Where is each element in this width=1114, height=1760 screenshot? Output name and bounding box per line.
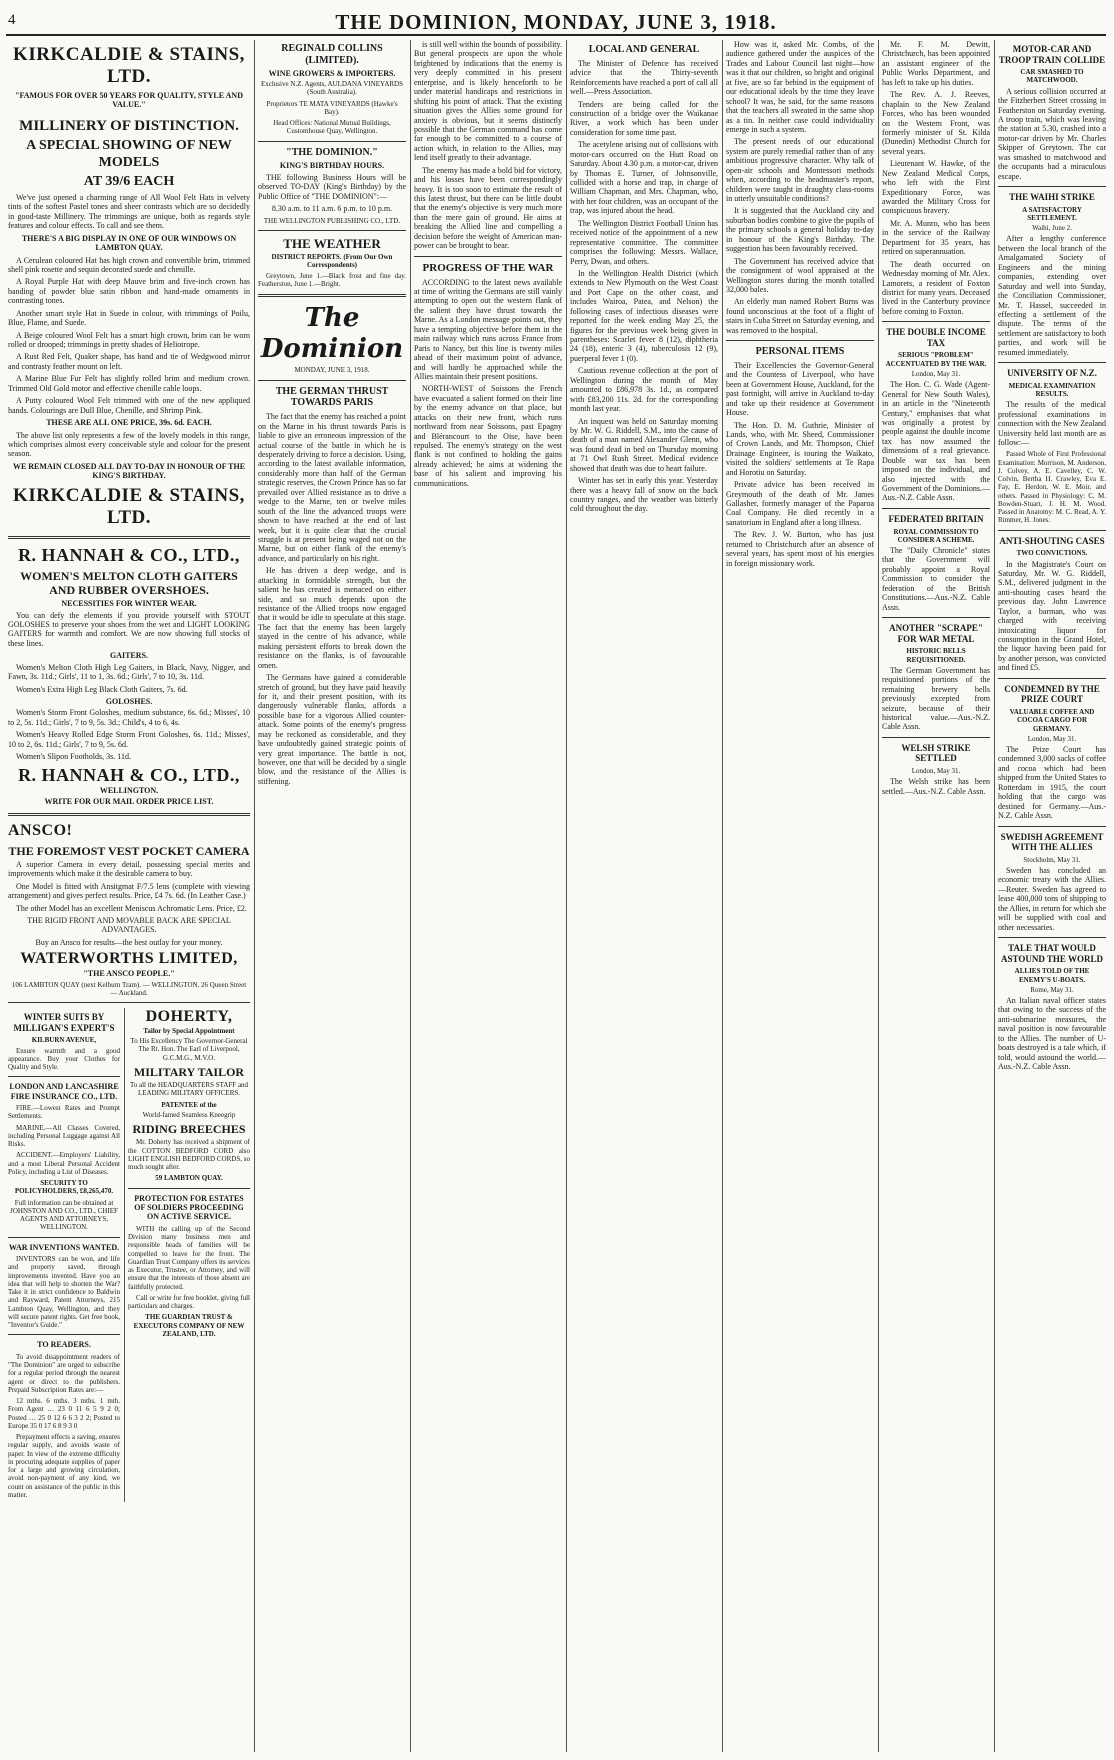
column-4 (570, 40, 718, 1752)
col5-text: How was it, asked Mr. Combs, of the audience gathered under the auspices of the Trades and Labour Council last night—how was it that our children, so bright and original at five, are so far behind in the equipment of our educational ideals by the time they leave school? It was, he said, for the same reasons that the teachers all sweated in the same shop as a tin. In neither case could individuality emerge in such a system. (726, 40, 874, 134)
col6-text: Mr. F. M. Dewitt, Christchurch, has been appointed an assistant engineer of the Public Works Department, and has left to take up his duties. (882, 40, 990, 87)
waihi-sub: A SATISFACTORY SETTLEMENT. (1022, 205, 1082, 222)
millinery-item: A Marine Blue Fur Felt has slightly rolled brim and medium crown. Trimmed Old Gold motor and effective chenille cable loops. (8, 374, 250, 393)
income-date: London, May 31. (911, 369, 961, 378)
federated-heading: FEDERATED BRITAIN (888, 513, 984, 524)
dominion-date: MONDAY, JUNE 3, 1918. (294, 366, 370, 375)
millinery-item: A Beige coloured Wool Felt has a smart high crown, brim can be worn rolled or drooped; trimmings in pretty shades of Heliotrope. (8, 330, 250, 350)
col6-text: The death occurred on Wednesday morning of Mr. Alex. Lamorets, a resident of Foxton district for many years. Deceased lived in the Canterbury province before coming to Foxton. (882, 259, 990, 316)
personal-heading: PERSONAL ITEMS (755, 346, 845, 358)
readers-text-2: Prepayment effects a saving, ensures regular supply, and avoids waste of paper. In view of the extreme difficulty in procuring adequate supplies of paper for a large and growing circulation, avoid non-payment of any kind, we count on assistance of the public in this matter. (8, 1433, 120, 1499)
progress-text: ACCORDING to the latest news available at time of writing the Germans are still vainly attempting to open out the western flank of the salient they have thrust towards the Marne. As a London message points out, they have a tempting objective before them in the main railway which runs across France from Paris to Nancy, but this line is twenty miles ahead of their maximum point of advance, and will hardly be approached while the Allies maintain their present positions. (414, 277, 562, 381)
collins-heading: REGINALD COLLINS (LIMITED). (281, 43, 383, 66)
collins-office: Head Offices: National Mutual Buildings, Customhouse Quay, Wellington. (273, 119, 391, 136)
column-2 (258, 40, 406, 1752)
local-text: Cautious revenue collection at the port of Wellington during the month of May amounted to £86,978 3s. 1d., as compared with £83,200 11s. 2d. for the corresponding month last year. (570, 366, 718, 414)
waihi-date: Waihi, June 2. (1032, 224, 1072, 233)
millinery-item: A Putty coloured Wool Felt trimmed with one of the new appliqued hands. Colourings are Dull Blue, Chenille, and Shrimp Pink. (8, 396, 250, 415)
column-6 (882, 40, 990, 1752)
col6-text: The Rev. A. J. Reeves, chaplain to the New Zealand Forces, who has been wounded on the Western Front, was formerly minister of St. Kilda (Dunedin) Methodist Church for several years. (882, 90, 990, 156)
thrust-text: The enemy has made a bold bid for victory, and his losses have been correspondingly heavy. It is too soon to estimate the result of this latest thrust, but there can be little doubt that the enemy's objective is very much more than the mere gain of ground. He aims at breaking the Allied line and compelling a decision before the weight of American man-power can be brought to bear. (414, 165, 562, 251)
ansco-text: One Model is fitted with Ansitgmat F/7.5 lens (complete with viewing arrangement) and gives perfect results. Price, £4 7s. 6d. (In Leather Case.) (8, 881, 250, 901)
gaiters-item: Women's Extra High Leg Black Cloth Gaiters, 7s. 6d. (16, 684, 188, 694)
personal-text: The Hon. D. M. Guthrie, Minister of Lands, who, with Mr. Sheed, Commissioner of Crown Lands, and Mr. Thompson, Chief Drainage Engineer, is touring the Waikato, visited the soldiers' settlements at Te Rapa and Horotiu on Saturday. (726, 420, 874, 477)
swedish-text: Sweden has concluded an economic treaty with the Allies.—Reuter. Sweden has agreed to lease 400,000 tons of shipping to the Allies, in return for which she will be supplied with coal and other necessaries. (998, 865, 1106, 932)
waihi-heading: THE WAIHI STRIKE (1009, 192, 1095, 203)
tale-sub: ALLIES TOLD OF THE ENEMY'S U-BOATS. (1014, 967, 1090, 984)
right-small-ads: DOHERTY, Tailor by Special Appointment To His Excellency The Governor-General The Rt. Hon. The Earl of Liverpool, G.C.M.G., M.V.O. MILITARY TAILOR To all the HEADQUARTERS STAFF and LEADING MILITARY OFFICERS. PATENTEE of the World-famed Seamless Kneegrip RIDING BREECHES Mr. Doherty has received a shipment of the COTTON BEDFORD CORD also LIGHT ENGLISH BEDFORD CORDS, so much sought after. 59 LAMBTON QUAY. PROTECTION FOR ESTATES OF SOLDIERS PROCEEDING ON ACTIVE SERVICE. WITH the calling up of the Second Division many business men and responsible heads of families will be compelled to leave for the front. The Guardian Trust Company offers its services as Executor, Trustee, or Attorney, and will ensure that the interests of those absent are faithfully protected. Call or write for free booklet, giving full particulars and charges. THE GUARDIAN TRUST & EXECUTORS COMPANY OF NEW ZEALAND, LTD. (124, 1008, 250, 1502)
income-text: The Hon. C. G. Wade (Agent-General for New South Wales), in an article in the "Nineteenth Century," emphasises that what was originally a protest by people against the double income tax has now assumed the dimensions of a real grievance. Double war tax has been imposed on the individual, and also injected with the Government of the Dominions.—Aus.-N.Z. Cable Assn. (882, 380, 990, 503)
millinery-item: A Rust Red Felt, Quaker shape, has band and tie of Wedgwood mirror and contrasty feather mount on left. (8, 352, 250, 371)
swedish-date: Stockholm, May 31. (1023, 855, 1081, 864)
millinery-price-heading: AT 39/6 EACH (83, 174, 175, 190)
col5-text: The Government has received advice that the consignment of wool appraised at the Wellington stores during the month totalled 32,000 bales. (726, 256, 874, 294)
income-heading: THE DOUBLE INCOME TAX (886, 327, 986, 348)
motor-heading: MOTOR-CAR AND TROOP TRAIN COLLIDE (998, 44, 1106, 65)
weather-sub: DISTRICT REPORTS. (From Our Own Correspondents) (271, 253, 393, 270)
milligan-address: KILBURN AVENUE, (31, 1036, 97, 1045)
masthead (6, 10, 1106, 36)
prize-heading: CONDEMNED BY THE PRIZE COURT (1004, 683, 1100, 705)
column-1 (8, 40, 250, 1752)
waterworths-address: 106 LAMBTON QUAY (next Kelburn Tram). — WELLINGTON. 26 Queen Street — Auckland. (11, 980, 247, 997)
prize-text: The Prize Court has condemned 3,000 sacks of coffee and cocoa which had been shipped from the United States to Rotterdam in 1915, the court holding that the cargo was destined for Germany.—Aus.-N.Z. Cable Assn. (998, 745, 1106, 821)
local-text: The Minister of Defence has received advice that the Thirty-seventh Reinforcements have reached a port of call all well.—Press Association. (570, 58, 718, 97)
gaiters-item: Women's Melton Cloth High Leg Gaiters, in Black, Navy, Nigger, and Fawn, 3s. 11d.; Girls', 11 to 1, 3s. 6d.; Girls', 7 to 10, 3s. 11d. (8, 662, 250, 682)
anti-text: In the Magistrate's Court on Saturday, Mr. W. G. Riddell, S.M., delivered judgment in the anti-shouting cases heard the previous day. John Lawrence Taylor, a barman, who was charged with receiving intoxicating liquor for consumption in the Grand Hotel, the liquor having been paid for by another person, was convicted and fined £5. (998, 559, 1106, 673)
waterworths-sub: "THE ANSCO PEOPLE." (83, 969, 175, 979)
kirkcaldie-tagline: "FAMOUS FOR OVER 50 YEARS FOR QUALITY, STYLE AND VALUE." (15, 90, 243, 110)
gaiters-intro: You can defy the elements if you provide yourself with STOUT GOLOSHES to preserve your shoes from the wet and LIGHT LOOKING GAITERS for warmth and comfort. We are now showing full stocks of these lines. (8, 610, 250, 648)
dominion-nameplate: The Dominion (260, 303, 404, 364)
thrust-text: He has driven a deep wedge, and is attacking in formidable strength, but the salient he has created is menaced on either side, and so much depends upon the resistance of the Allied troops now engaged that it would be idle to speculate at this stage. The fact that the enemy has been largely stayed in the centre of his advance, while making persistent efforts to break down the resistance on the flanks, is of favourable omen. (258, 566, 406, 670)
millinery-item: A Cerulean coloured Hat has high crown and convertible brim, trimmed shell pink rosette and sequin decorated suede and chenille. (8, 255, 250, 274)
thrust-text: The Germans have gained a considerable stretch of ground, but they have paid heavily for it, and their present position, with its dangerously vulnerable flanks, affords a possible base for a vigorous Allied counter-attack. Some points of the enemy's progress may be reckoned as considerable, and they have undoubtedly gained strategic points of very great importance. The battle is not, however, one that will be decided by a single blow, and the resistance of the Allies is stiffening. (258, 673, 406, 786)
scrape-text: The German Government has requisitioned portions of the remaining brewery bells previously excepted from seizure, because of their historical value.—Aus.-N.Z. Cable Assn. (882, 665, 990, 732)
col6-text: Lieutenant W. Hawke, of the New Zealand Medical Corps, who left with the First Expeditionary Force, was awarded the Military Cross for conspicuous bravery. (882, 159, 990, 216)
local-text: In the Wellington Health District (which extends to New Plymouth on the West Coast and Port Cape on the other coast, and includes Wairoa, Patea, and Nelson) the following cases of infectious diseases were reported for the week ending May 25, the figures for the previous week being given in parentheses: Scarlet fever 8 (12), diphtheria 24 (18), enteric 3 (4), tuberculosis 12 (9), puerperal fever 1 (0). (570, 268, 718, 363)
tale-date: Rome, May 31. (1030, 985, 1074, 994)
personal-text: Private advice has been received in Greymouth of the death of Mr. James Gallasher, formerly manager of the Paparoa Coal Company. He died recently in a sanatorium in England after a long illness. (726, 480, 874, 527)
millinery-note: The above list only represents a few of the lovely models in this range, which comprises almost every conceivable style and colour for the present season. (8, 430, 250, 459)
insurance-info: Full information can be obtained at JOHNSTON AND CO., LTD., CHIEF AGENTS AND ATTORNEYS, WELLINGTON. (10, 1198, 118, 1232)
page-number: 4 (8, 12, 16, 28)
gaiters-subheading: NECESSITIES FOR WINTER WEAR. (61, 599, 197, 609)
milligan-text: Ensure warmth and a good appearance. Buy your Clothes for Quality and Style. (8, 1046, 120, 1072)
millinery-heading: MILLINERY OF DISTINCTION. (19, 117, 239, 134)
personal-text: Their Excellencies the Governor-General and the Countess of Liverpool, who have been at Government House, Auckland, for the past fortnight, will arrive in Auckland to-day and take up their residence at Government House. (726, 360, 874, 418)
insurance-item: ACCIDENT.—Employers' Liability, and a most Liberal Personal Accident Policy, including a List of Diseases. (8, 1151, 120, 1176)
left-small-ads (8, 1008, 120, 1502)
ansco-title: ANSCO! (8, 821, 73, 839)
hannah-title-footer: R. HANNAH & CO., LTD., (18, 764, 240, 785)
progress-heading: PROGRESS OF THE WAR (422, 261, 554, 274)
kings-text: THE following Business Hours will be observed TO-DAY (King's Birthday) by the Public Office of "THE DOMINION":— (258, 172, 406, 201)
local-heading: LOCAL AND GENERAL (588, 44, 700, 55)
readers-text: To avoid disappointment readers of "The Dominion" are urged to subscribe for a regular period through the nearest agent or direct to the publishers. Prepaid Subscription Rates are:— (8, 1352, 120, 1394)
column-5 (726, 40, 874, 1752)
col5-text: The present needs of our educational system are purely remedial rather than of any ambitious progressive character. Why talk of open-air schools and Montessori methods when, according to the headmaster's report, children were taught in draughty class-rooms in utterly unsuitable conditions? (726, 137, 874, 203)
goloshes-item: Women's Storm Front Goloshes, medium substance, 6s. 6d.; Misses', 10 to 2, 5s. 11d.; Girls', 7 to 9, 5s. 3d.; Child's, 4 to 6, 4s. (8, 708, 250, 727)
millinery-display: THERE'S A BIG DISPLAY IN ONE OF OUR WINDOWS ON LAMBTON QUAY. (21, 233, 237, 253)
collins-proprietors: Proprietors TE MATA VINEYARDS (Hawke's Bay). (266, 99, 398, 116)
hannah-mail-order: WRITE FOR OUR MAIL ORDER PRICE LIST. (44, 797, 214, 807)
prize-sub: VALUABLE COFFEE AND COCOA CARGO FOR GERMANY. (1009, 708, 1095, 733)
kings-heading: "THE DOMINION." (286, 146, 378, 158)
scrape-sub: HISTORIC BELLS REQUISITIONED. (906, 647, 966, 664)
ansco-text: The other Model has an excellent Meniscus Achromatic Lens. Price, £2. (16, 903, 247, 913)
univ-list: Passed Whole of First Professional Examination: Morrison, M. Anderson, J. Colvey, A. E. Cavelley, C. W. Colvin, Bertha H. Crawley, Eva E. Fay, E. Herdon, W. E. Moir, and others. Passed in Physiology: C. M. Bowden-Stuart, J. H. M. Wood. Passed in Anatomy: M. C. Read, A. Y. Rimmer, H. Jones. (998, 450, 1106, 525)
collins-sub: WINE GROWERS & IMPORTERS. (268, 68, 396, 78)
hannah-address: WELLINGTON. (99, 785, 159, 795)
gaiters-heading: WOMEN'S MELTON CLOTH GAITERS AND RUBBER OVERSHOES. (20, 568, 238, 597)
univ-heading: UNIVERSITY OF N.Z. (1007, 368, 1097, 379)
gaiters-label: GAITERS. (109, 651, 148, 661)
progress-text: NORTH-WEST of Soissons the French have evacuated a salient formed on their line by the enemy advance on that place, but attacks on their new front, which runs northward from near Soissons, past Epagny and Blérancourt to the Oise, have been repulsed. The enemy's strategy on the west flank is not confined to holding the gains already achieved; he aims at widening the base of his salient and improving his communications. (414, 384, 562, 488)
scrape-heading: ANOTHER "SCRAPE" FOR WAR METAL (889, 623, 983, 644)
col6-text: Mr. A. Munro, who has been in the service of the Railway Department for 35 years, has retired on superannuation. (882, 218, 990, 257)
welsh-text: The Welsh strike has been settled.—Aus.-N.Z. Cable Assn. (882, 777, 990, 796)
millinery-subheading: A SPECIAL SHOWING OF NEW MODELS (26, 138, 232, 170)
motor-sub: CAR SMASHED TO MATCHWOOD. (1020, 68, 1084, 85)
hannah-title: R. HANNAH & CO., LTD., (18, 544, 240, 565)
insurance-security: SECURITY TO POLICYHOLDERS, £8,265,470. (14, 1179, 114, 1196)
masthead-title: THE DOMINION, MONDAY, JUNE 3, 1918. (335, 10, 777, 34)
federated-sub: ROYAL COMMISSION TO CONSIDER A SCHEME. (893, 527, 979, 544)
inventions-heading: WAR INVENTIONS WANTED. (8, 1242, 120, 1252)
col5-text: It is suggested that the Auckland city and suburban bodies combine to give the pupils of the primary schools a general holiday to-day in honour of the King's Birthday. The suggestion has been favourably received. (726, 206, 874, 254)
federated-text: The "Daily Chronicle" states that the Government will probably appoint a Royal Commission to consider the federation of the British Constitutions.—Aus.-N.Z. Cable Assn. (882, 546, 990, 612)
readers-heading: TO READERS. (37, 1340, 91, 1350)
anti-heading: ANTI-SHOUTING CASES (999, 535, 1105, 546)
local-text: An inquest was held on Saturday morning by Mr. W. G. Riddell, S.M., into the cause of death of a man named Alexander Glenn, who was found dead in bed on Thursday morning at 71 Owl Rush Street. Medical evidence showed that death was due to heart failure. (570, 416, 718, 473)
prize-date: London, May 31. (1027, 734, 1077, 743)
thrust-text: is still well within the bounds of possibility. But general prospects are upon the whole brightened by indications that the enemy is very deeply committed in his present enterprise, and is likely henceforth to be under material handicaps and restrictions in shifting his point of attack. That the existing situation gives the Allies some ground for anxiety is obvious, but it seems distinctly possible that the German command has come far enough to be committed to a course of action which, in relation to the Allies, may lend itself greatly to their advantage. (414, 40, 562, 163)
goloshes-item: Women's Slipon Footholds, 3s. 11d. (16, 752, 131, 762)
kings-hours: 8.30 a.m. to 11 a.m. 6 p.m. to 10 p.m. (271, 204, 393, 214)
thrust-heading: THE GERMAN THRUST TOWARDS PARIS (275, 385, 389, 409)
welsh-date: London, May 31. (911, 767, 961, 776)
swedish-heading: SWEDISH AGREEMENT WITH THE ALLIES (1000, 831, 1104, 853)
insurance-item: FIRE.—Lowest Rates and Prompt Settlements. (8, 1104, 120, 1121)
millinery-item: A Royal Purple Hat with deep Mauve brim and five-inch crown has banding of powder blue satin ribbon and hand-made ornaments in contrasting tones. (8, 277, 250, 306)
millinery-item: Another smart style Hat in Suede in colour, with trimmings of Poilu, Blue, Flame, and Suede. (8, 308, 250, 328)
millinery-intro: We've just opened a charming range of All Wool Felt Hats in velvety tints of the softest Pastel tones and sheer contrasts which are so decidedly in good-taste Millinery. The trimmings are unique, both as regards style features and colour effects. To call and see them. (8, 192, 250, 231)
column-7 (998, 40, 1106, 1752)
insurance-heading: LONDON AND LANCASHIRE FIRE INSURANCE CO., LTD. (9, 1082, 119, 1101)
local-text: Tenders are being called for the construction of a bridge over the Waikanae River, a work which has been under consideration for some time past. (570, 99, 718, 137)
milligan-heading: WINTER SUITS BY MILLIGAN'S EXPERT'S (13, 1012, 115, 1033)
income-sub: SERIOUS "PROBLEM" ACCENTUATED BY THE WAR. (885, 351, 987, 368)
goloshes-item: Women's Heavy Rolled Edge Storm Front Goloshes, 6s. 11d.; Misses', 10 to 2, 6s. 11d.; Girls', 7 to 9, 5s. 6d. (8, 730, 250, 749)
weather-heading: THE WEATHER (283, 235, 381, 251)
kirkcaldie-title: KIRKCALDIE & STAINS, LTD. (13, 44, 245, 88)
ansco-text: A superior Camera in every detail, possessing special merits and improvements which make it the desirable camera to buy. (8, 859, 250, 879)
kings-sub: KING'S BIRTHDAY HOURS. (279, 161, 385, 171)
tale-heading: TALE THAT WOULD ASTOUND THE WORLD (1000, 943, 1104, 964)
inventions-text: INVENTORS can be won, and life and property saved, through improvements invented. Have you an idea that will help to shorten the War? Take it in strict confidence to Baldwin and Rayward, Patent Attorneys, 215 Lambton Quay, Wellington, and they will secure patent rights. Get free book, "Inventor's Guide." (8, 1255, 120, 1330)
local-text: Winter has set in early this year. Yesterday there was a heavy fall of snow on the back country ranges, and the weather was bitterly cold throughout the day. (570, 476, 718, 514)
welsh-heading: WELSH STRIKE SETTLED (901, 742, 971, 764)
closed-notice: WE REMAIN CLOSED ALL DAY TO-DAY IN HONOUR OF THE KING'S BIRTHDAY. (12, 461, 246, 481)
kirkcaldie-title-footer: KIRKCALDIE & STAINS, LTD. (13, 484, 245, 529)
kings-sign: THE WELLINGTON PUBLISHING CO., LTD. (263, 216, 401, 225)
weather-text: Greytown, June 1.—Black frost and fine day. Featherston, June 1.—Bright. (258, 271, 406, 288)
col5-text: An elderly man named Robert Burns was found unconscious at the foot of a flight of stairs in Cuba Street on Saturday evening, and was removed to the hospital. (726, 297, 874, 335)
subscription-rates: 12 mths. 6 mths. 3 mths. 1 mth. From Agent … 23 0 11 6 5 9 2 0; Posted … 25 0 12 6 6 3 2 2; Posted to Europe 35 0 17 6 8 9 3 0 (8, 1397, 120, 1430)
local-text: The acetylene arising out of collisions with motor-cars occurred on the Hutt Road on Saturday. About 4.30 p.m. a motor-car, driven by Thomas E. Turner, of Johnsonville, collided with a horse and trap, in charge of William Chapman, and Mrs. Chapman, who, with her four children, was an occupant of the trap, was injured about the head. (570, 140, 718, 216)
ansco-heading: THE FOREMOST VEST POCKET CAMERA (8, 843, 250, 858)
univ-sub: MEDICAL EXAMINATION RESULTS. (1008, 381, 1096, 398)
collins-agents: Exclusive N.Z. Agents, AULDANA VINEYARDS (South Australia). (260, 80, 403, 97)
goloshes-label: GOLOSHES. (105, 697, 153, 707)
millinery-all-price: THESE ARE ALL ONE PRICE, 39s. 6d. EACH. (46, 418, 212, 428)
ansco-text: Buy an Ansco for results—the best outlay for your money. (35, 937, 223, 947)
personal-text: The Rev. J. W. Burton, who has just returned to Christchurch after an absence of several years, has spent most of his energies in foreign missionary work. (726, 530, 874, 568)
thrust-text: The fact that the enemy has reached a point on the Marne in his thrust towards Paris is liable to give an erroneous impression of the actual course of the battle in which he is desperately driving to force a decision. Using, according to the latest available information, considerably more than half of the German strategic reserves, the Crown Prince has so far prevailed over Allied resistance as to drive a wedge to the Marne, ten or twelve miles south of the line the advanced troops were shown to have reached at the end of last week, but it is quite clear that the crucial struggle is at present being waged not on the Marne, but on either flank of the enemy's advance, and particularly on his right. (258, 412, 406, 563)
motor-text: A serious collision occurred at the Fitzherbert Street crossing in Featherston on Saturday evening. A troop train, which was leaving the station at 5.30, crashed into a motor-car driven by Mr. Charles Skipper of Greytown. The car was smashed to matchwood and the occupants had a miraculous escape. (998, 86, 1106, 181)
anti-sub: TWO CONVICTIONS. (1016, 549, 1088, 558)
column-3 (414, 40, 562, 1752)
ansco-text: THE RIGID FRONT AND MOVABLE BACK ARE SPECIAL ADVANTAGES. (27, 915, 231, 935)
local-text: The Wellington District Football Union has received notice of the appointment of a new representative committee. The committee comprises the following: Messrs. Wallace, Perry, Dwan, and others. (570, 218, 718, 266)
waterworths-title: WATERWORTHS LIMITED, (20, 950, 238, 968)
univ-text: The results of the medical professional examinations in connection with the New Zealand University held last month are as follow:— (998, 400, 1106, 447)
tale-text: An Italian naval officer states that owing to the success of the anti-submarine measures, the naval position is now favourable to the Allies. The number of U-boats destroyed is a tale which, if told, would astound the world.—Aus.-N.Z. Cable Assn. (998, 996, 1106, 1072)
waihi-text: After a lengthy conference between the local branch of the Amalgamated Society of Engineers and the mining companies, extending over Saturday and well into Sunday, the Conciliation Commissioner, Mr. T. Hassel, succeeded in effecting a settlement of the dispute. The terms of the settlement are satisfactory to both parties, and work will be resumed immediately. (998, 234, 1106, 357)
insurance-item: MARINE.—All Classes Covered, including Personal Luggage against All Risks. (8, 1123, 120, 1149)
